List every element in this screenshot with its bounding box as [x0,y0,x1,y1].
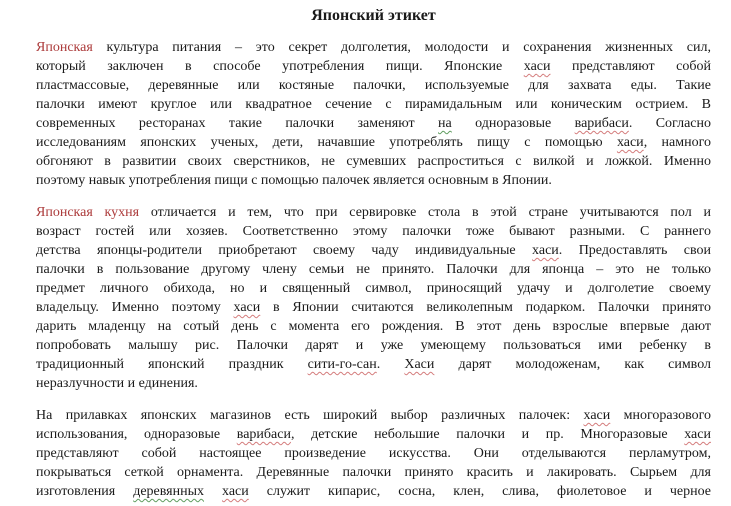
paragraph [36,38,711,190]
text-line [36,38,711,57]
text-line [36,406,711,425]
text: пластмассовые, деревянные или костяные палочки, используемые для захвата еды. Такие [36,78,711,93]
text: современных ресторанах такие палочки заменяют [36,116,439,131]
text: палочки имеют круглое или квадратное сечение с пирамидальным или коническим острием. В [36,97,711,112]
text-line [36,482,711,501]
text: попробовать малышу рис. Палочки дарят и уже умеющему пользоваться ими ребенку в [36,338,711,353]
misspelled-word: хаси [222,484,249,499]
text-line [36,260,711,279]
text-line [36,298,711,317]
text-line [36,444,711,463]
misspelled-word: Хаси [404,357,435,372]
text: в Японии считаются великолепным подарком. Палочки принято [260,300,711,315]
text-line [36,336,711,355]
misspelled-word: хаси [523,59,551,74]
text: обгоняют в развитии своих сверстников, не сумевших распроститься с вилкой и ложкой. Именно [36,154,711,169]
highlighted-red-text: Японская кухня [36,205,140,220]
misspelled-word: сити-го-сан [307,357,377,372]
text: изготовления [36,484,134,499]
text: служит кипарис, сосна, клен, слива, фиолетовое и черное [248,484,712,499]
text: использования, одноразовые [36,427,237,442]
text-line [36,279,711,298]
text: одноразовые [451,116,575,131]
paragraph [36,203,711,393]
text: представляют собой [550,59,712,74]
text: детства японцы-родители приобретают своему чаду индивидуальные [36,243,533,258]
text-line [36,171,711,190]
text-line [36,463,711,482]
paragraph [36,406,711,501]
document-body [36,38,711,501]
text: который заключен в способе употребления пищи. Японские [36,59,524,74]
text-line [36,355,711,374]
text: . Согласно [628,116,711,131]
misspelled-word: варибаси [574,116,629,131]
text: . [376,357,405,372]
text: возраст гостей или хозяев. Соответственно этому палочки тоже бывают разными. С раннего [36,224,711,239]
text: покрываться сеткой орнамента. Деревянные палочки принято красить и лакировать. Сырьем для [36,465,711,480]
text: многоразового [610,408,711,423]
misspelled-word: хаси [616,135,644,150]
text-line [36,152,711,171]
misspelled-word: хаси [532,243,559,258]
text: поэтому навык употребления пищи с помощью палочек является основным в Японии. [36,173,552,188]
text: представляют собой настоящее произведение искусства. Они отделываются перламутром, [36,446,711,461]
text: , намного [643,135,711,150]
grammar-flagged-word: на [438,116,452,131]
text: , детские небольшие палочки и пр. Многоразовые [290,427,685,442]
misspelled-word: хаси [684,427,711,442]
text: исследованиям японских ученых, дети, начавшие употреблять пищу с помощью [36,135,617,150]
misspelled-word: хаси [583,408,611,423]
text-line [36,425,711,444]
text-line [36,57,711,76]
document-title: Японский этикет [311,7,436,24]
highlighted-red-text: Японская [36,40,93,55]
misspelled-word: варибаси [236,427,291,442]
text: владельцу. Именно поэтому [36,300,234,315]
text-line [36,114,711,133]
grammar-flagged-word: деревянных [133,484,205,499]
text-line [36,317,711,336]
text: отличается и тем, что при сервировке стола в этой стране учитываются пол и [139,205,711,220]
text: . Предоставлять свои [558,243,712,258]
text-line [36,133,711,152]
text [204,484,222,499]
text: культура питания – это секрет долголетия, молодости и сохранения жизненных сил, [92,40,711,55]
text: предмет личного обихода, но и священный символ, приносящий удачу и долголетие своему [36,281,711,296]
text: На прилавках японских магазинов есть широкий выбор различных палочек: [36,408,584,423]
text-line [36,203,711,222]
text: неразлучности и единения. [36,376,198,391]
misspelled-word: хаси [233,300,261,315]
text-line [36,95,711,114]
text: традиционный японский праздник [36,357,308,372]
text-line [36,374,711,393]
text-line [36,222,711,241]
text: дарить младенцу на сотый день с момента его рождения. В этот день взрослые впервые дают [36,319,711,334]
text: дарят молодоженам, как символ [434,357,711,372]
text: палочки в пользование другому члену семьи не принято. Палочки для японца – это не только [36,262,711,277]
text-line [36,241,711,260]
text-line [36,76,711,95]
